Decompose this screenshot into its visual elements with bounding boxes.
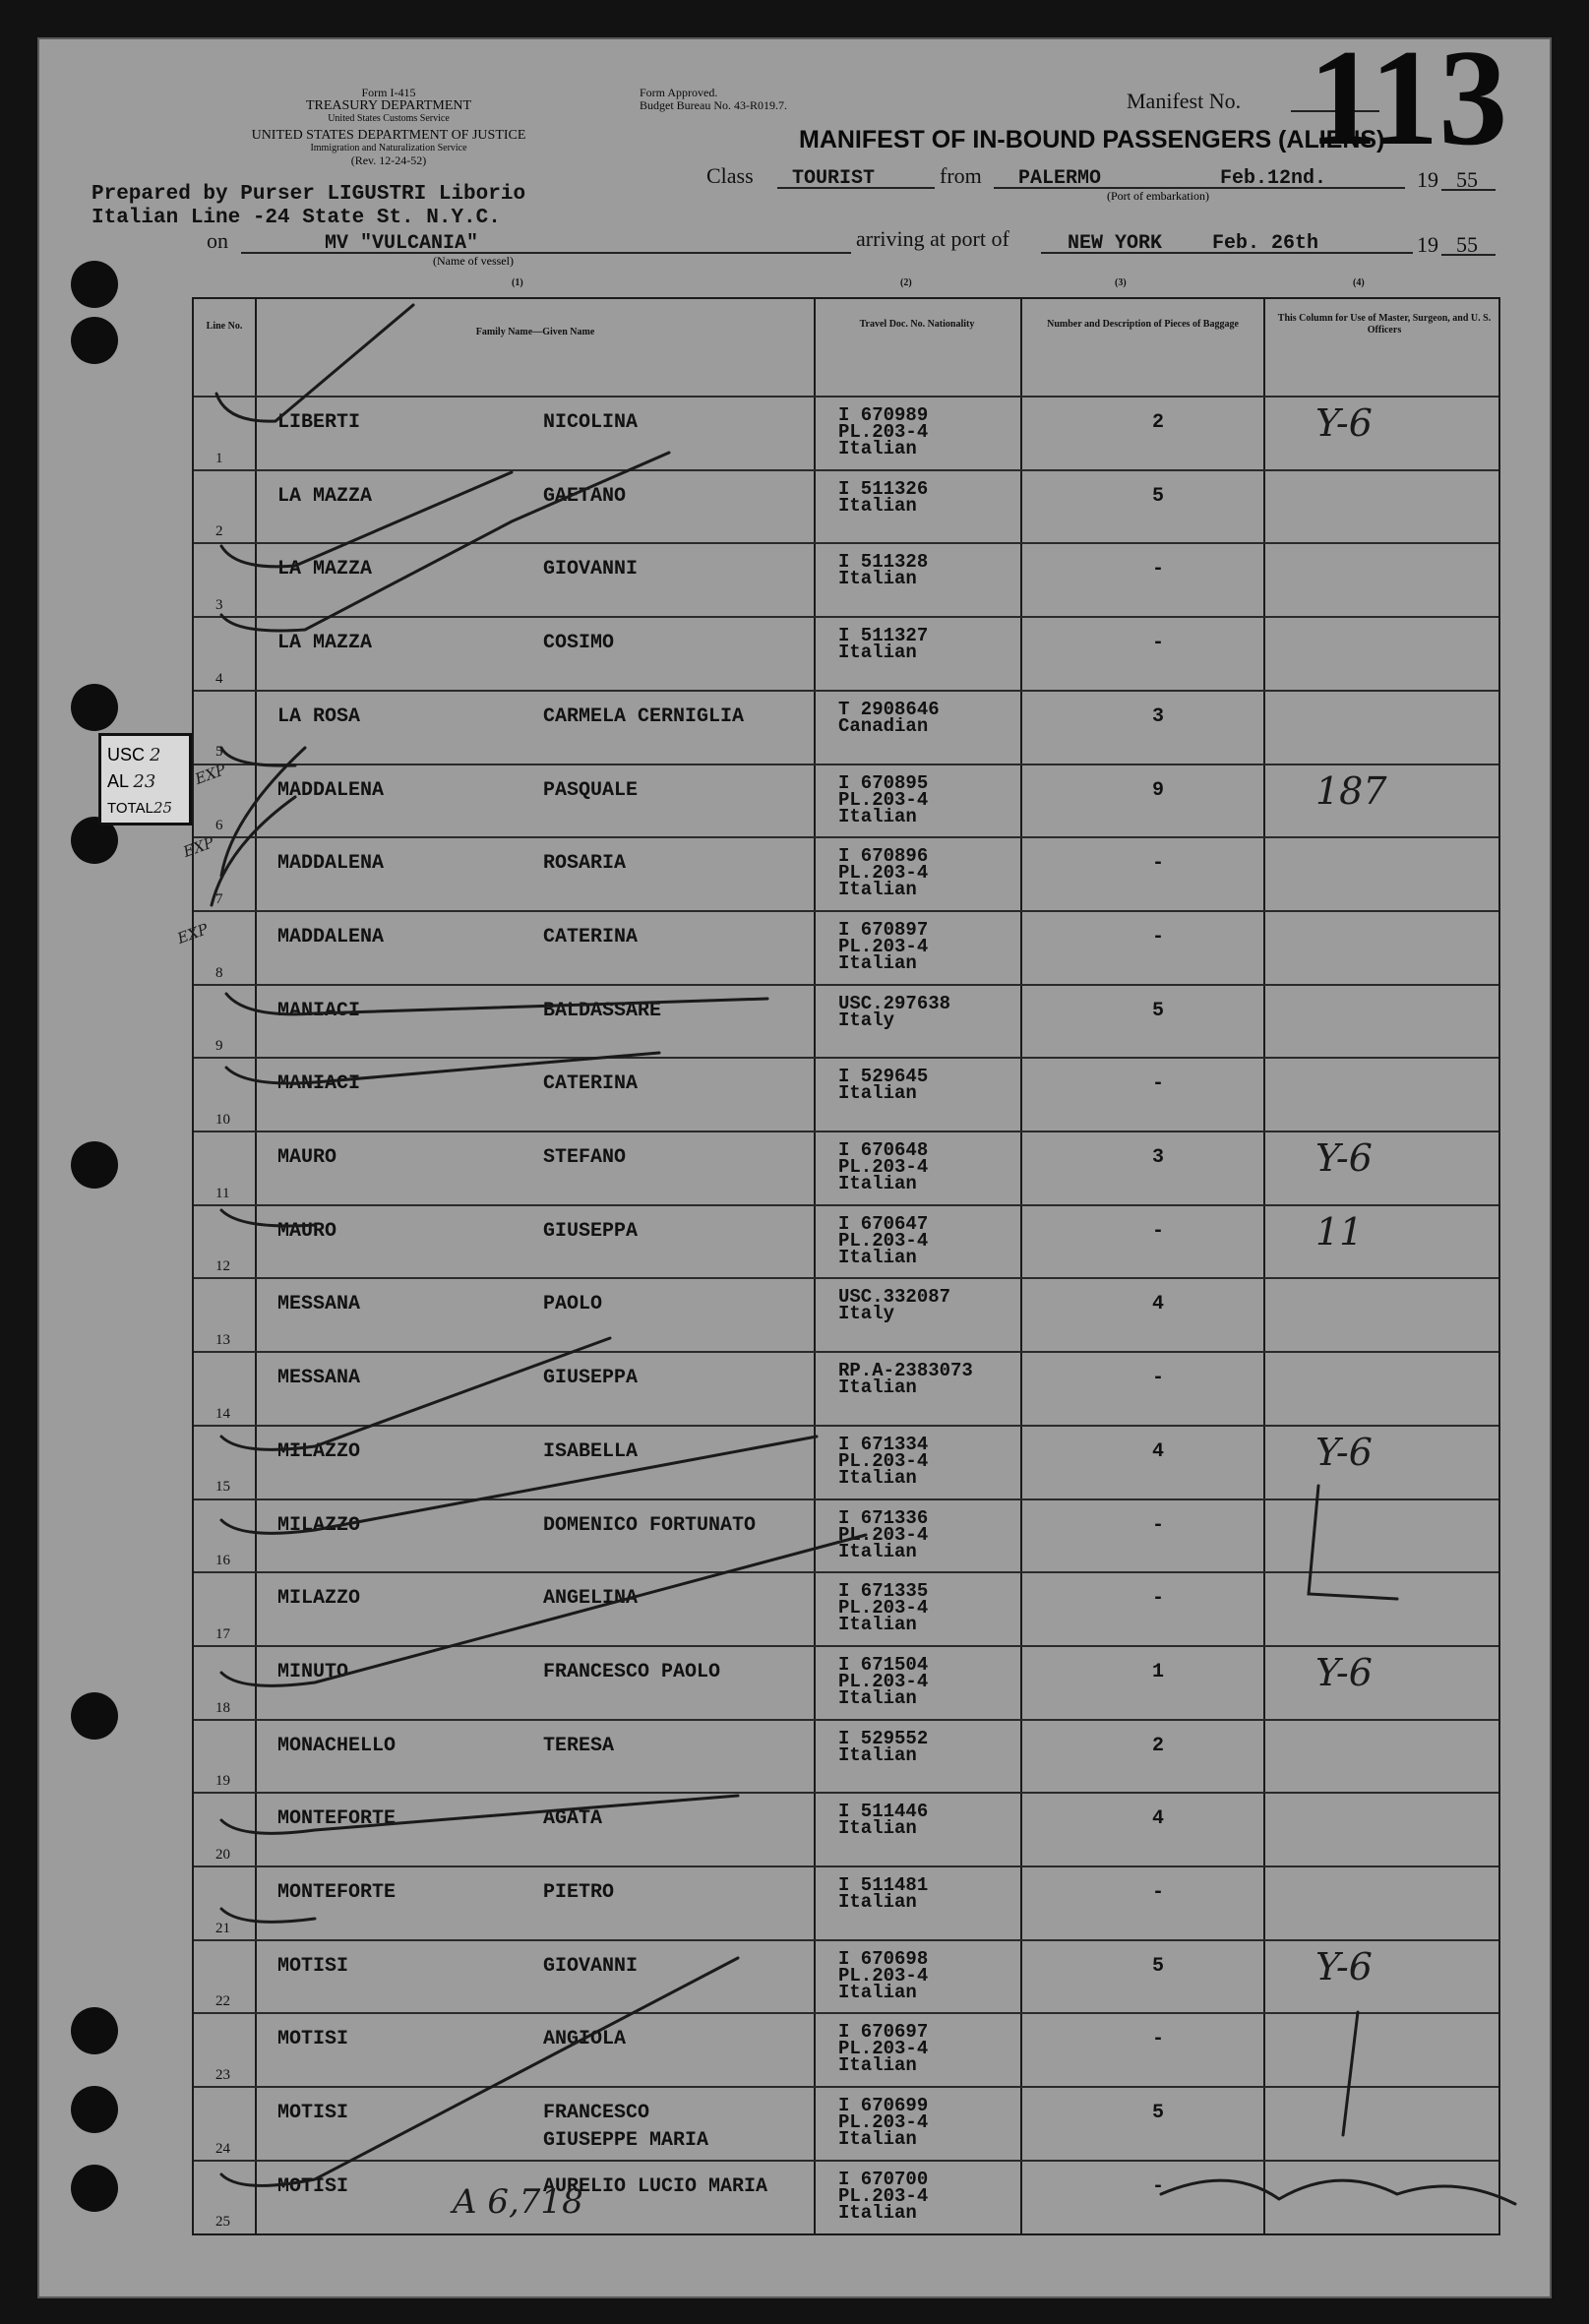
line-number: 5 (215, 744, 223, 761)
stamp-usc-value: 2 (150, 745, 161, 765)
nationality: Italy (838, 1303, 895, 1325)
class-value: TOURIST (792, 167, 876, 190)
doc-number: I 511328 (838, 551, 929, 574)
class-label: Class (706, 163, 754, 188)
baggage-count: - (1151, 1219, 1164, 1243)
line-number: 15 (215, 1479, 230, 1496)
check-stroke (212, 797, 295, 905)
baggage-count: 5 (1151, 2102, 1164, 2125)
baggage-count: - (1151, 1072, 1164, 1096)
line-number: 10 (215, 1111, 230, 1128)
doc-number: T 2908646 (838, 698, 940, 720)
given-name: TERESA (543, 1734, 615, 1757)
doc-number: I 529645 (838, 1066, 929, 1088)
check-stroke (221, 1338, 610, 1449)
check-stroke (221, 1909, 315, 1922)
check-stroke (221, 1535, 866, 1685)
doc-permit: PL.203-4 (838, 421, 929, 443)
baggage-count: 5 (1151, 999, 1164, 1022)
col-number-4: (4) (1353, 277, 1365, 288)
nationality: Italian (838, 1686, 917, 1709)
doc-permit: PL.203-4 (838, 935, 929, 957)
line-number: 23 (215, 2067, 230, 2084)
nationality: Italian (838, 568, 917, 590)
baggage-count: 2 (1151, 411, 1164, 434)
header-official-use: This Column for Use of Master, Surgeon, and U. S. Officers (1277, 313, 1492, 336)
family-name: LIBERTI (277, 411, 361, 434)
line-number: 11 (215, 1185, 230, 1201)
line-number: 4 (215, 670, 223, 687)
vessel-caption: (Name of vessel) (433, 254, 514, 268)
official-mark: 187 (1315, 768, 1387, 813)
given-name: DOMENICO FORTUNATO (543, 1513, 757, 1537)
col-number-3: (3) (1115, 277, 1127, 288)
line-number: 7 (215, 890, 223, 907)
doc-permit: PL.203-4 (838, 1523, 929, 1546)
family-name: MONTEFORTE (277, 1807, 397, 1831)
justice-dept: UNITED STATES DEPARTMENT OF JUSTICE (251, 128, 526, 143)
nationality: Italian (838, 2201, 917, 2224)
doc-permit: PL.203-4 (838, 1449, 929, 1472)
from-label: from (940, 163, 982, 188)
given-name: PIETRO (543, 1881, 615, 1904)
family-name: MANIACI (277, 999, 361, 1022)
doc-permit: PL.203-4 (838, 1964, 929, 1987)
family-name: MESSANA (277, 1293, 361, 1316)
doc-number: USC.297638 (838, 992, 951, 1014)
check-stroke (1309, 1486, 1397, 1599)
nationality: Italian (838, 1173, 917, 1194)
signature-stroke (1161, 2180, 1515, 2204)
given-name: AGATA (543, 1807, 603, 1831)
official-mark: Y-6 (1315, 1650, 1373, 1694)
form-approved: Form Approved. (640, 86, 718, 99)
arrival-date: Feb. 26th (1212, 232, 1319, 255)
check-stroke (221, 1437, 817, 1533)
family-name: MONACHELLO (277, 1734, 397, 1757)
given-name: GAETANO (543, 484, 627, 508)
manifest-number: 113 (1309, 22, 1508, 174)
prepared-by-address: Italian Line -24 State St. N.Y.C. (92, 207, 501, 229)
baggage-count: 5 (1151, 1954, 1164, 1978)
doc-number: I 511327 (838, 625, 929, 647)
family-name: MILAZZO (277, 1513, 361, 1537)
stamp-total-value: 25 (153, 799, 173, 817)
baggage-count: - (1151, 558, 1164, 581)
doc-permit: PL.203-4 (838, 1597, 929, 1620)
official-mark: Y-6 (1315, 401, 1373, 445)
stamp-al-value: 23 (133, 771, 156, 792)
line-number: 2 (215, 523, 223, 540)
family-name: MAURO (277, 1146, 337, 1169)
budget-bureau: Budget Bureau No. 43-R019.7. (640, 98, 787, 112)
stamp-al-label: AL (107, 771, 129, 791)
nationality: Italian (838, 1246, 917, 1268)
from-date: Feb.12nd. (1220, 167, 1327, 190)
doc-number: I 670647 (838, 1212, 929, 1235)
given-name: ISABELLA (543, 1439, 639, 1463)
arriving-label: arriving at port of (856, 226, 1009, 251)
line-number: 13 (215, 1332, 230, 1349)
line-number: 21 (215, 1920, 230, 1936)
check-stroke (226, 994, 767, 1014)
nationality: Italian (838, 879, 917, 901)
arr-year-prefix: 19 (1417, 232, 1438, 257)
header-baggage: Number and Description of Pieces of Baggage (1047, 319, 1239, 330)
exp-mark: EXP (180, 833, 216, 861)
doc-number: I 670698 (838, 1947, 929, 1970)
check-stroke (226, 1053, 659, 1083)
check-stroke (216, 305, 413, 421)
doc-number: I 671335 (838, 1580, 929, 1603)
check-stroke (1343, 2012, 1358, 2135)
doc-permit: PL.203-4 (838, 1229, 929, 1252)
doc-number: I 671504 (838, 1653, 929, 1676)
family-name: MINUTO (277, 1660, 349, 1683)
baggage-count: 3 (1151, 1146, 1164, 1169)
vessel-name: MV "VULCANIA" (325, 232, 479, 255)
given-name-2: GIUSEPPE MARIA (543, 2129, 709, 2153)
given-name: STEFANO (543, 1146, 627, 1169)
doc-permit: PL.203-4 (838, 2184, 929, 2207)
given-name: NICOLINA (543, 411, 639, 434)
official-mark: Y-6 (1315, 1136, 1373, 1180)
exp-mark: EXP (192, 761, 228, 788)
baggage-count: 9 (1151, 778, 1164, 802)
baggage-count: 4 (1151, 1807, 1164, 1831)
form-number: Form I-415 (361, 86, 416, 99)
line-number: 9 (215, 1038, 223, 1055)
given-name: AURELIO LUCIO MARIA (543, 2174, 768, 2198)
line-number: 12 (215, 1258, 230, 1275)
family-name: LA MAZZA (277, 558, 373, 581)
family-name: LA MAZZA (277, 632, 373, 655)
nationality: Italian (838, 1540, 917, 1562)
line-number: 18 (215, 1699, 230, 1716)
family-name: MADDALENA (277, 778, 385, 802)
given-name: ANGIOLA (543, 2028, 627, 2051)
baggage-count: - (1151, 1587, 1164, 1611)
stamp-total-label: TOTAL (107, 800, 153, 817)
given-name: BALDASSARE (543, 999, 662, 1022)
nationality: Italian (838, 2054, 917, 2077)
doc-number: I 511326 (838, 477, 929, 500)
line-number: 3 (215, 597, 223, 614)
stamp-usc-label: USC (107, 745, 146, 764)
treasury-dept: TREASURY DEPARTMENT (305, 98, 472, 113)
nationality: Italian (838, 1981, 917, 2003)
nationality: Italian (838, 805, 917, 827)
family-name: MANIACI (277, 1072, 361, 1096)
customs-service: United States Customs Service (328, 113, 450, 124)
col-number-2: (2) (900, 277, 912, 288)
given-name: GIOVANNI (543, 558, 639, 581)
family-name: MADDALENA (277, 925, 385, 948)
given-name: COSIMO (543, 632, 615, 655)
header-name: Family Name—Given Name (475, 327, 595, 337)
manifest-no-label: Manifest No. (1127, 89, 1242, 113)
given-name: PAOLO (543, 1293, 603, 1316)
doc-permit: PL.203-4 (838, 1156, 929, 1178)
family-name: MADDALENA (277, 852, 385, 876)
check-stroke (221, 1958, 738, 2185)
baggage-count: 3 (1151, 704, 1164, 728)
given-name: ANGELINA (543, 1587, 639, 1611)
official-mark: Y-6 (1315, 1944, 1373, 1988)
doc-number: I 511481 (838, 1874, 929, 1896)
baggage-count: 2 (1151, 1734, 1164, 1757)
nationality: Italian (838, 951, 917, 974)
doc-number: I 670989 (838, 404, 929, 426)
line-number: 17 (215, 1625, 230, 1642)
family-name: MOTISI (277, 2102, 349, 2125)
ins-label: Immigration and Naturalization Service (310, 143, 467, 153)
family-name: MOTISI (277, 2028, 349, 2051)
doc-number: I 670895 (838, 771, 929, 794)
given-name: CATERINA (543, 1072, 639, 1096)
baggage-count: 5 (1151, 484, 1164, 508)
doc-permit: PL.203-4 (838, 2038, 929, 2060)
year-prefix: 19 (1417, 167, 1438, 192)
doc-number: I 670700 (838, 2168, 929, 2190)
doc-number: I 511446 (838, 1801, 929, 1823)
family-name: MOTISI (277, 1954, 349, 1978)
from-value: PALERMO (1018, 167, 1102, 190)
nationality: Italian (838, 1891, 917, 1913)
nationality: Italian (838, 1743, 917, 1766)
baggage-count: - (1151, 925, 1164, 948)
family-name: MILAZZO (277, 1439, 361, 1463)
footer-annotation: A 6,718 (453, 2182, 583, 2222)
baggage-count: - (1151, 852, 1164, 876)
doc-number: USC.332087 (838, 1286, 951, 1309)
col-number-1: (1) (512, 277, 523, 288)
check-stroke (221, 1210, 315, 1226)
check-stroke (221, 472, 512, 567)
baggage-count: 4 (1151, 1293, 1164, 1316)
line-number: 25 (215, 2214, 230, 2231)
line-number: 19 (215, 1773, 230, 1790)
given-name: GIUSEPPA (543, 1367, 639, 1390)
nationality: Italian (838, 1614, 917, 1636)
family-name: MESSANA (277, 1367, 361, 1390)
year-value: 55 (1456, 167, 1478, 192)
family-name: MAURO (277, 1219, 337, 1243)
revision-date: (Rev. 12-24-52) (350, 153, 427, 167)
nationality: Canadian (838, 714, 929, 737)
doc-permit: PL.203-4 (838, 1670, 929, 1692)
check-stroke (221, 748, 295, 765)
check-stroke (221, 1796, 738, 1833)
given-name: FRANCESCO PAOLO (543, 1660, 721, 1683)
check-stroke (221, 453, 669, 631)
nationality: Italian (838, 1817, 917, 1840)
header-travel-doc: Travel Doc. No. Nationality (859, 319, 975, 330)
line-number: 24 (215, 2140, 230, 2157)
doc-permit: PL.203-4 (838, 2111, 929, 2134)
nationality: Italian (838, 642, 917, 664)
family-name: LA MAZZA (277, 484, 373, 508)
nationality: Italian (838, 1082, 917, 1105)
nationality: Italian (838, 494, 917, 517)
baggage-count: - (1151, 1513, 1164, 1537)
family-name: MOTISI (277, 2174, 349, 2198)
baggage-count: - (1151, 1367, 1164, 1390)
header-line-no: Line No. (206, 321, 243, 332)
official-mark: 11 (1315, 1209, 1364, 1254)
given-name: ROSARIA (543, 852, 627, 876)
line-number: 16 (215, 1553, 230, 1569)
given-name: CARMELA CERNIGLIA (543, 704, 745, 728)
nationality: Italian (838, 1376, 917, 1399)
doc-number: I 671334 (838, 1433, 929, 1455)
doc-number: I 529552 (838, 1727, 929, 1749)
nationality: Italian (838, 1466, 917, 1489)
doc-number: I 670648 (838, 1139, 929, 1161)
family-name: MILAZZO (277, 1587, 361, 1611)
doc-permit: PL.203-4 (838, 788, 929, 811)
line-number: 1 (215, 450, 223, 466)
given-name: FRANCESCO (543, 2102, 650, 2125)
doc-number: I 671336 (838, 1506, 929, 1529)
doc-number: I 670697 (838, 2021, 929, 2044)
nationality: Italian (838, 438, 917, 459)
line-number: 20 (215, 1846, 230, 1863)
nationality: Italian (838, 2128, 917, 2151)
manifest-title: MANIFEST OF IN-BOUND PASSENGERS (ALIENS) (799, 126, 1385, 153)
line-number: 8 (215, 964, 223, 981)
doc-number: I 670699 (838, 2095, 929, 2117)
line-number: 6 (215, 818, 223, 834)
exp-mark: EXP (174, 920, 211, 948)
port-caption: (Port of embarkation) (1107, 189, 1209, 203)
official-mark: Y-6 (1315, 1430, 1373, 1474)
baggage-count: 1 (1151, 1660, 1164, 1683)
baggage-count: 4 (1151, 1439, 1164, 1463)
baggage-count: - (1151, 632, 1164, 655)
line-number: 22 (215, 1993, 230, 2010)
given-name: GIUSEPPA (543, 1219, 639, 1243)
baggage-count: - (1151, 1881, 1164, 1904)
line-number: 14 (215, 1405, 230, 1422)
doc-permit: PL.203-4 (838, 862, 929, 885)
nationality: Italy (838, 1009, 895, 1031)
baggage-count: - (1151, 2174, 1164, 2198)
family-name: LA ROSA (277, 704, 361, 728)
prepared-by: Prepared by Purser LIGUSTRI Liborio (92, 183, 526, 206)
arr-year-value: 55 (1456, 232, 1478, 257)
given-name: CATERINA (543, 925, 639, 948)
family-name: MONTEFORTE (277, 1881, 397, 1904)
on-label: on (207, 228, 228, 253)
doc-number: I 670897 (838, 918, 929, 941)
arrival-port: NEW YORK (1068, 232, 1163, 255)
doc-number: RP.A-2383073 (838, 1360, 973, 1382)
baggage-count: - (1151, 2028, 1164, 2051)
doc-number: I 670896 (838, 845, 929, 868)
given-name: GIOVANNI (543, 1954, 639, 1978)
given-name: PASQUALE (543, 778, 639, 802)
